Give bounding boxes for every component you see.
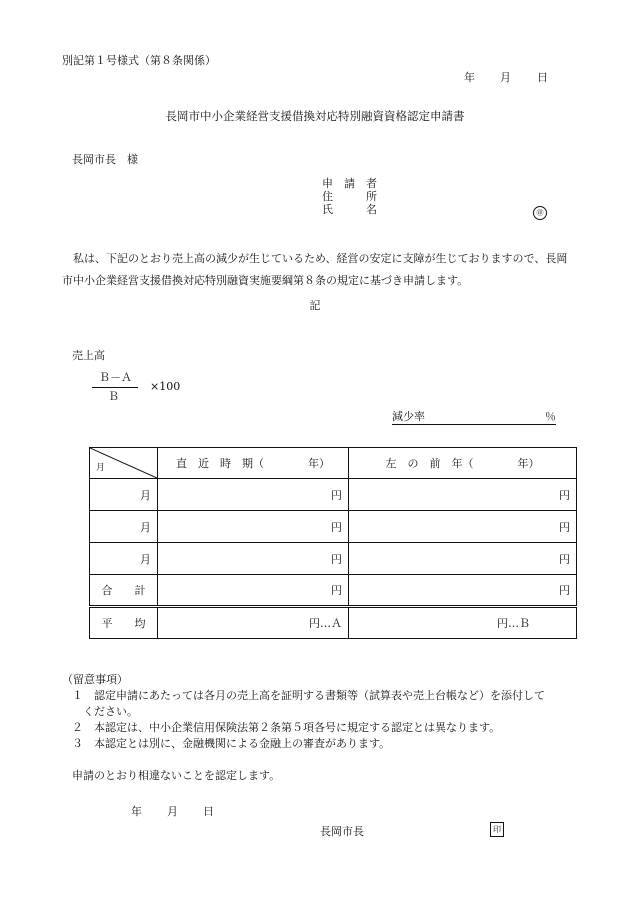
applicant-block xyxy=(322,178,377,217)
header-previous-year: 左 の 前 年（ 年） xyxy=(349,448,577,479)
notes-heading: （留意事項） xyxy=(62,673,128,686)
addressee: 長岡市長 様 xyxy=(72,153,138,166)
recent-average-cell: 円…Ａ xyxy=(158,607,349,639)
table-row xyxy=(90,511,577,543)
footer-date-month: 月 xyxy=(167,805,178,818)
formula-denominator: Ｂ xyxy=(108,390,119,403)
average-label: 平 均 xyxy=(90,607,158,639)
ki-heading: 記 xyxy=(309,299,321,312)
application-statement: 私は、下記のとおり売上高の減少が生じているため、経営の安定に支障が生じておりますので、長岡市中小企業経営支援借換対応特別融資実施要綱第８条の規定に基づき申請します。 xyxy=(62,252,568,287)
previous-average-cell: 円…Ｂ xyxy=(349,607,577,639)
header-recent-period: 直 近 時 期（ 年） xyxy=(158,448,349,479)
recent-amount-cell: 円 xyxy=(158,511,349,543)
footer-date-day: 日 xyxy=(203,805,214,818)
note-item: ２ 本認定は、中小企業信用保険法第２条第５項各号に規定する認定とは異なります。 xyxy=(72,721,501,734)
total-label: 合 計 xyxy=(90,575,158,607)
recent-amount-cell: 円 xyxy=(158,479,349,511)
previous-amount-cell: 円 xyxy=(349,543,577,575)
mayor-signature-label: 長岡市長 xyxy=(320,825,364,838)
applicant-role-label: 申 請 者 xyxy=(322,177,377,190)
formula-fraction-bar xyxy=(92,387,138,388)
previous-amount-cell: 円 xyxy=(349,511,577,543)
mayor-seal-box: 印 xyxy=(490,822,504,837)
table-row xyxy=(90,543,577,575)
table-corner-cell xyxy=(90,448,158,479)
row-label: 月 xyxy=(90,511,158,543)
corner-month-label: 月 xyxy=(96,463,106,473)
row-label: 月 xyxy=(90,479,158,511)
notes-section xyxy=(62,672,545,752)
table-average-row xyxy=(90,607,577,639)
note-item: １ 認定申請にあたっては各月の売上高を証明する書類等（試算表や売上台帳など）を添付して xyxy=(72,689,545,702)
formula-numerator: Ｂ－Ａ xyxy=(99,371,132,384)
reduction-rate-label: 減少率 xyxy=(392,410,425,423)
previous-amount-cell: 円 xyxy=(349,479,577,511)
date-month-label: 月 xyxy=(500,71,511,84)
note-item: ください。 xyxy=(72,705,138,718)
note-item: ３ 本認定とは別に、金融機関による金融上の審査があります。 xyxy=(72,737,391,750)
date-year-label: 年 xyxy=(464,71,475,84)
applicant-name-label: 氏 名 xyxy=(322,203,377,216)
table-header-row xyxy=(90,448,577,479)
previous-total-cell: 円 xyxy=(349,575,577,607)
recent-total-cell: 円 xyxy=(158,575,349,607)
date-day-label: 日 xyxy=(537,71,548,84)
reduction-rate-line xyxy=(392,411,556,425)
sales-table xyxy=(89,447,577,639)
row-label: 月 xyxy=(90,543,158,575)
footer-date-year: 年 xyxy=(131,805,142,818)
document-title: 長岡市中小企業経営支援借換対応特別融資資格認定申請書 xyxy=(165,109,465,123)
table-row xyxy=(90,479,577,511)
form-number-label: 別記第１号様式（第８条関係） xyxy=(62,54,216,67)
sales-label: 売上高 xyxy=(72,349,105,362)
applicant-seal-mark: ㊞ xyxy=(533,206,547,220)
recent-amount-cell: 円 xyxy=(158,543,349,575)
table-total-row xyxy=(90,575,577,607)
certification-statement: 申請のとおり相違ないことを認定します。 xyxy=(72,769,281,782)
reduction-rate-unit: ％ xyxy=(545,410,556,423)
applicant-address-label: 住 所 xyxy=(322,190,377,203)
formula-multiplier: ×100 xyxy=(150,380,181,393)
